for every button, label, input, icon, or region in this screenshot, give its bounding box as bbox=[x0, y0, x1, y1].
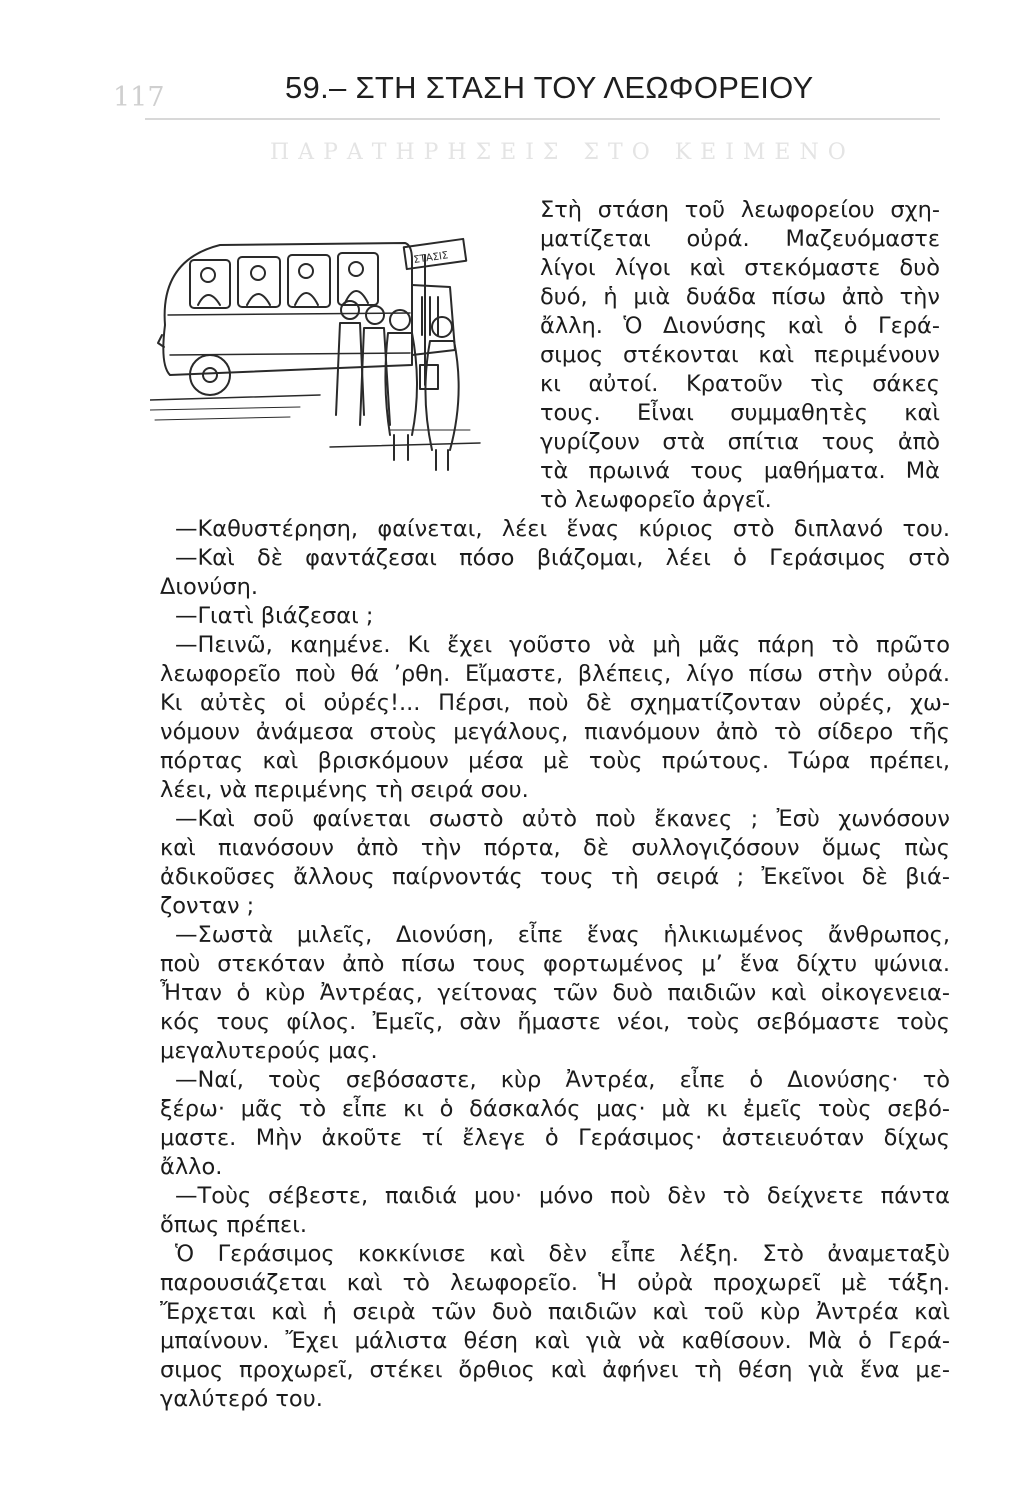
text-line: ὅπως πρέπει. bbox=[160, 1212, 307, 1238]
text-line: μεγαλυτερούς μας. bbox=[160, 1038, 378, 1064]
text-line: λέει, νὰ περιμένης τὴ σειρά σου. bbox=[160, 777, 529, 803]
title-rule bbox=[145, 118, 940, 120]
text-line: ἄλλη. Ὁ Διονύσης καὶ ὁ Γερά- bbox=[540, 313, 940, 339]
text-line: —Ναί, τοὺς σεβόσαστε, κὺρ Ἀντρέα, εἶπε ὁ Διονύσης· τὸ bbox=[175, 1067, 950, 1093]
text-line: ποὺ στεκόταν ἀπὸ πίσω τους φορτωμένος μ’ ἕνα δίχτυ ψώνια. bbox=[160, 951, 950, 977]
text-line: ξέρω· μᾶς τὸ εἶπε κι ὁ δάσκαλός μας· μὰ κι ἐμεῖς τοὺς σεβό- bbox=[160, 1096, 950, 1122]
text-line: —Γιατὶ βιάζεσαι ; bbox=[175, 603, 374, 629]
text-line: —Καὶ σοῦ φαίνεται σωστὸ αὐτὸ ποὺ ἔκανες ; Ἐσὺ χωνόσουν bbox=[175, 806, 950, 832]
text-line: Ἦταν ὁ κὺρ Ἀντρέας, γείτονας τῶν δυὸ παιδιῶν καὶ οἰκογενεια- bbox=[160, 980, 950, 1006]
text-line: Διονύση. bbox=[160, 574, 259, 600]
text-line: Στὴ στάση τοῦ λεωφορείου σχη- bbox=[540, 197, 940, 223]
bus-wheel bbox=[190, 355, 230, 395]
text-line: γυρίζουν στὰ σπίτια τους ἀπὸ bbox=[540, 429, 940, 455]
text-line: —Τοὺς σέβεστε, παιδιά μου· μόνο ποὺ δὲν τὸ δείχνετε πάντα bbox=[175, 1183, 950, 1209]
bus-window bbox=[190, 260, 230, 308]
text-line: —Καὶ δὲ φαντάζεσαι πόσο βιάζομαι, λέει ὁ Γεράσιμος στὸ bbox=[175, 545, 950, 571]
bus-window bbox=[338, 253, 378, 305]
text-line: κός τους φίλος. Ἐμεῖς, σὰν ἤμαστε νέοι, τοὺς σεβόμαστε τοὺς bbox=[160, 1009, 950, 1035]
stop-sign-text: ΣΤΑΣΙΣ bbox=[412, 250, 449, 266]
bus-window bbox=[238, 257, 280, 307]
text-line: μαστε. Μὴν ἀκοῦτε τί ἔλεγε ὁ Γεράσιμος· ἀστειευόταν δίχως bbox=[160, 1125, 950, 1151]
text-line: —Σωστὰ μιλεῖς, Διονύση, εἶπε ἕνας ἡλικιωμένος ἄνθρωπος, bbox=[175, 922, 950, 948]
text-line: τους. Εἶναι συμμαθητὲς καὶ bbox=[540, 400, 940, 426]
text-line: ἀδικοῦσες ἄλλους παίρνοντάς τους τὴ σειρά ; Ἐκεῖνοι δὲ βιά- bbox=[160, 864, 950, 890]
text-line: ζονταν ; bbox=[160, 893, 255, 919]
text-line: κι αὐτοί. Κρατοῦν τὶς σάκες bbox=[540, 371, 940, 397]
bus-stop-illustration bbox=[150, 215, 490, 475]
text-line: ἄλλο. bbox=[160, 1154, 223, 1180]
text-line: γαλύτερό του. bbox=[160, 1386, 323, 1412]
text-line: παρουσιάζεται καὶ τὸ λεωφορεῖο. Ἡ οὐρὰ προχωρεῖ μὲ τάξη. bbox=[160, 1270, 950, 1296]
text-line: καὶ πιανόσουν ἀπὸ τὴν πόρτα, δὲ συλλογιζόσουν ὅμως πὼς bbox=[160, 835, 950, 861]
text-line: δυό, ἡ μιὰ δυάδα πίσω ἀπὸ τὴν bbox=[540, 284, 940, 310]
chapter-title: 59.– ΣΤΗ ΣΤΑΣΗ ΤΟΥ ΛΕΩΦΟΡΕΙΟΥ bbox=[285, 70, 814, 105]
text-line: Ὁ Γεράσιμος κοκκίνισε καὶ δὲν εἶπε λέξη. Στὸ ἀναμεταξὺ bbox=[175, 1241, 950, 1267]
text-line: τὰ πρωινά τους μαθήματα. Μὰ bbox=[540, 458, 940, 484]
text-line: λεωφορεῖο ποὺ θά ’ρθη. Εἴμαστε, βλέπεις, λίγο πίσω στὴν οὐρά. bbox=[160, 661, 950, 687]
text-line: μπαίνουν. Ἔχει μάλιστα θέση καὶ γιὰ νὰ καθίσουν. Μὰ ὁ Γερά- bbox=[160, 1328, 950, 1354]
page-number: 117 bbox=[113, 82, 165, 113]
text-line: Κι αὐτὲς οἱ οὐρές!... Πέρσι, ποὺ δὲ σχηματίζονταν οὐρές, χω- bbox=[160, 690, 950, 716]
text-line: σιμος στέκονται καὶ περιμένουν bbox=[540, 342, 940, 368]
text-line: λίγοι λίγοι καὶ στεκόμαστε δυὸ bbox=[540, 255, 940, 281]
text-line: σιμος προχωρεῖ, στέκει ὄρθιος καὶ ἀφήνει τὴ θέση γιὰ ἕνα με- bbox=[160, 1357, 950, 1383]
text-line: —Πεινῶ, καημένε. Κι ἔχει γοῦστο νὰ μὴ μᾶς πάρη τὸ πρῶτο bbox=[175, 632, 950, 658]
bus-window bbox=[288, 255, 330, 307]
text-line: ματίζεται οὐρά. Μαζευόμαστε bbox=[540, 226, 940, 252]
text-line: Ἔρχεται καὶ ἡ σειρὰ τῶν δυὸ παιδιῶν καὶ τοῦ κὺρ Ἀντρέα καὶ bbox=[160, 1299, 950, 1325]
text-line: —Καθυστέρηση, φαίνεται, λέει ἕνας κύριος στὸ διπλανό του. bbox=[175, 516, 950, 542]
bleed-through-heading: ΠΑΡΑΤΗΡΗΣΕΙΣ ΣΤΟ ΚΕΙΜΕΝΟ bbox=[270, 140, 855, 165]
text-line: πόρτας καὶ βρισκόμουν μέσα μὲ τοὺς πρώτους. Τώρα πρέπει, bbox=[160, 748, 950, 774]
text-line: νόμουν ἀνάμεσα στοὺς μεγάλους, πιανόμουν ἀπὸ τὸ σίδερο τῆς bbox=[160, 719, 950, 745]
text-line: τὸ λεωφορεῖο ἀργεῖ. bbox=[540, 487, 772, 513]
